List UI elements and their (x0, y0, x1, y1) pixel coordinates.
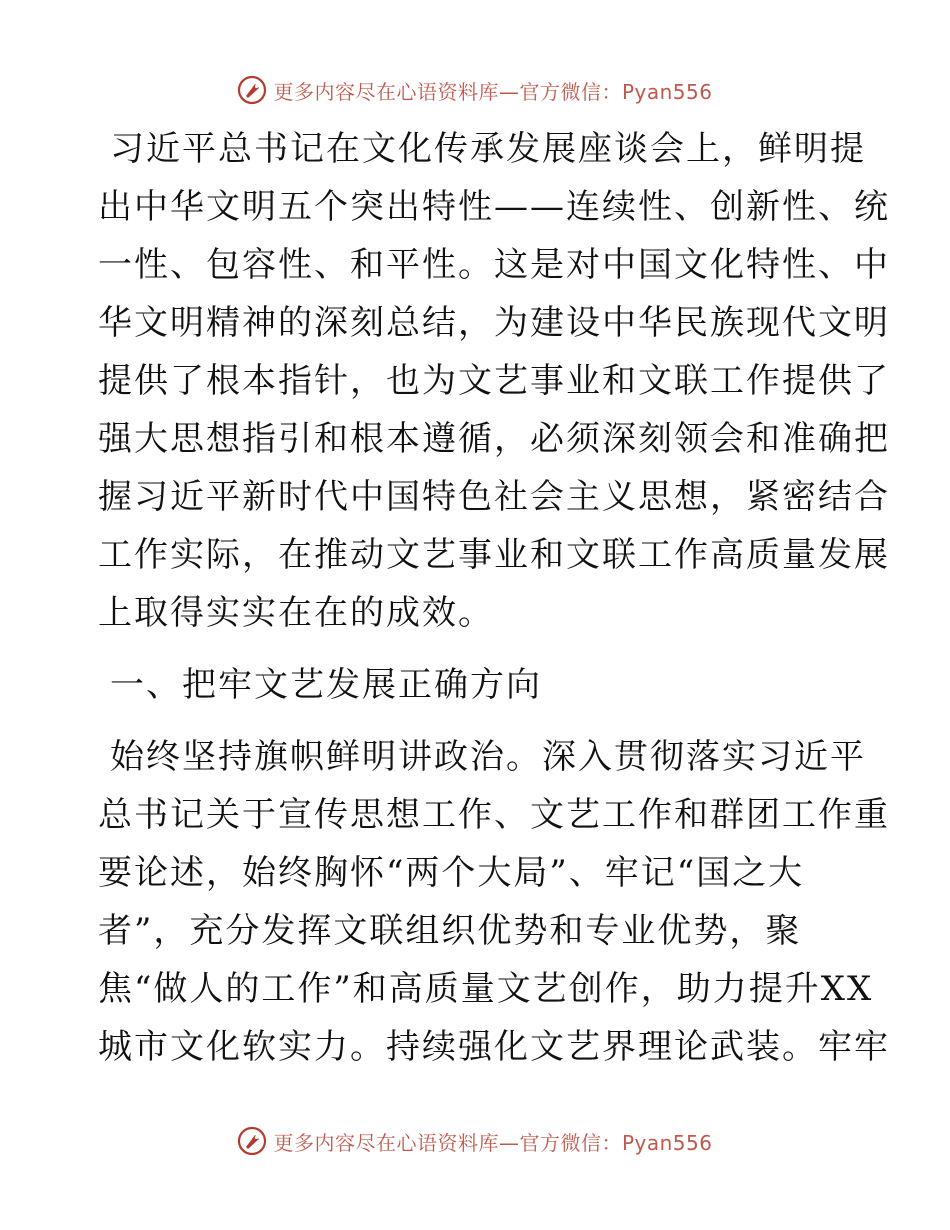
paragraph-line: 握习近平新时代中国特色社会主义思想，紧密结合 (98, 477, 890, 517)
paragraph-line: 华文明精神的深刻总结，为建设中华民族现代文明 (98, 303, 890, 343)
paragraph-line: 上取得实实在在的成效。 (98, 593, 494, 633)
paragraph-line: 者”，充分发挥文联组织优势和专业优势，聚 (98, 911, 802, 951)
watermark-header (0, 75, 950, 105)
section-heading: 一、把牢文艺发展正确方向 (110, 665, 542, 705)
document-body (98, 120, 890, 1076)
paragraph-line: 城市文化软实力。持续强化文艺界理论武装。牢牢 (98, 1027, 890, 1067)
paragraph-line: 一性、包容性、和平性。这是对中国文化特性、中 (98, 245, 890, 285)
paragraph-line: 始终坚持旗帜鲜明讲政治。深入贯彻落实习近平 (110, 737, 866, 777)
paragraph-section-one (98, 728, 890, 1076)
watermark-text: 更多内容尽在心语资料库—官方微信：Pyan556 (273, 79, 713, 104)
paragraph-line: 工作实际，在推动文艺事业和文联工作高质量发展 (98, 535, 890, 575)
paragraph-line: 要论述，始终胸怀“两个大局”、牢记“国之大 (98, 853, 805, 893)
watermark-footer (0, 1126, 950, 1156)
paragraph-line: 习近平总书记在文化传承发展座谈会上，鲜明提 (110, 129, 866, 169)
pen-nib-logo-icon (237, 75, 267, 105)
paragraph-line: 总书记关于宣传思想工作、文艺工作和群团工作重 (98, 795, 890, 835)
paragraph-line: 出中华文明五个突出特性——连续性、创新性、统 (98, 187, 890, 227)
watermark-text: 更多内容尽在心语资料库—官方微信：Pyan556 (273, 1130, 713, 1155)
paragraph-line: 焦“做人的工作”和高质量文艺创作，助力提升XX (98, 969, 874, 1009)
paragraph-intro (98, 120, 890, 642)
pen-nib-logo-icon (237, 1126, 267, 1156)
paragraph-line: 提供了根本指针，也为文艺事业和文联工作提供了 (98, 361, 890, 401)
paragraph-line: 强大思想指引和根本遵循，必须深刻领会和准确把 (98, 419, 890, 459)
